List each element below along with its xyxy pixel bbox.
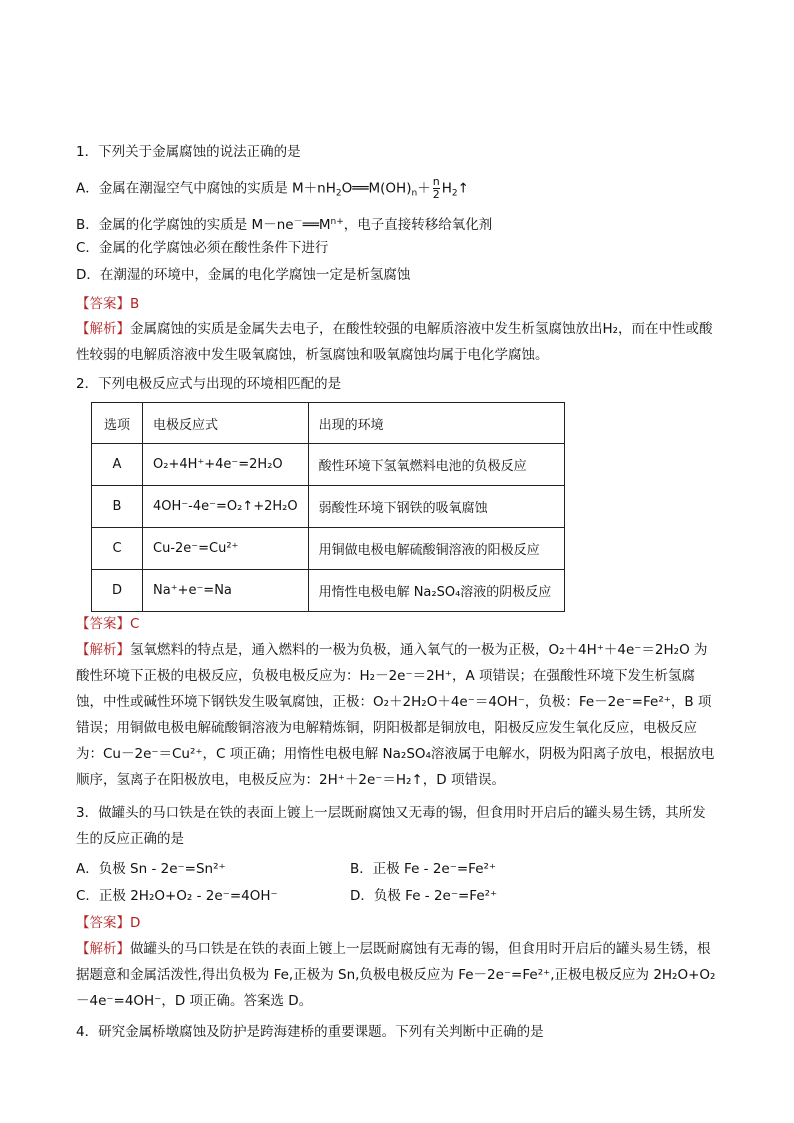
q1-option-b: B．金属的化学腐蚀的实质是 $M-ne^-══M^{n+}$，电子直接转移给氧化剂 — [76, 217, 493, 233]
q3-option-d: D．负极 Fe - 2e⁻=Fe²⁺ — [350, 888, 498, 904]
q3-option-a: A．负极 Sn - 2e⁻=Sn²⁺ — [76, 861, 226, 877]
row-option: B — [92, 486, 143, 528]
fraction-n-over-2: $\frac{n}{2}$ — [432, 175, 440, 201]
table-header-row — [92, 403, 565, 444]
row-option: D — [92, 570, 143, 612]
q3-stem: 3．做罐头的马口铁是在铁的表面上镀上一层既耐腐蚀又无毒的锡，但食用时开启后的罐头易生锈，其所发生的反应正确的是 — [76, 805, 706, 847]
row-option: A — [92, 444, 143, 486]
row-environment: 弱酸性环境下钢铁的吸氧腐蚀 — [308, 486, 564, 528]
row-environment: 用铜做电极电解硫酸铜溶液的阳极反应 — [308, 528, 564, 570]
q1-option-a: A．金属在潮湿空气中腐蚀的实质是 $M+nH_2O══M(OH)_n+$ $\frac{n}{2}$ $H_2↑$ — [76, 175, 469, 201]
q3-analysis: 【解析】做罐头的马口铁是在铁的表面上镀上一层既耐腐蚀有无毒的锡，但食用时开启后的罐头易生锈，根据题意和金属活泼性,得出负极为 Fe,正极为 Sn,负极电极反应为 Fe－2e⁻=Fe²⁺,正极电极反应为 2H₂O+O₂－4e⁻=4OH⁻，D 项正确。答案选 D。 — [76, 941, 716, 1009]
header-environment: 出现的环境 — [308, 403, 564, 444]
q1-analysis: 【解析】金属腐蚀的实质是金属失去电子，在酸性较强的电解质溶液中发生析氢腐蚀放出H₂，而在中性或酸性较弱的电解质溶液中发生吸氧腐蚀，析氢腐蚀和吸氧腐蚀均属于电化学腐蚀。 — [76, 321, 713, 363]
row-equation: Cu-2e⁻=Cu²⁺ — [143, 528, 309, 570]
row-equation: 4OH⁻-4e⁻=O₂↑+2H₂O — [143, 486, 309, 528]
q2-answer: 【答案】C — [76, 616, 140, 632]
row-option: C — [92, 528, 143, 570]
q4-stem: 4．研究金属桥墩腐蚀及防护是跨海建桥的重要课题。下列有关判断中正确的是 — [76, 1024, 544, 1040]
q3-option-b: B．正极 Fe - 2e⁻=Fe²⁺ — [350, 861, 497, 877]
row-environment: 用惰性电极电解 Na₂SO₄溶液的阴极反应 — [308, 570, 564, 612]
q3-answer: 【答案】D — [76, 915, 141, 931]
row-equation: O₂+4H⁺+4e⁻=2H₂O — [143, 444, 309, 486]
q2-stem: 2．下列电极反应式与出现的环境相匹配的是 — [76, 376, 342, 392]
header-equation: 电极反应式 — [143, 403, 309, 444]
q1-option-c: C．金属的化学腐蚀必须在酸性条件下进行 — [76, 240, 329, 256]
row-equation: Na⁺+e⁻=Na — [143, 570, 309, 612]
q2-analysis: 【解析】氢氧燃料的特点是，通入燃料的一极为负极，通入氧气的一极为正极，O₂＋4H⁺＋4e⁻＝2H₂O 为酸性环境下正极的电极反应，负极电极反应为：H₂－2e⁻＝2H⁺，A 项错误；在强酸性环境下发生析氢腐蚀，中性或碱性环境下钢铁发生吸氧腐蚀，正极：O₂＋2H₂O＋4e⁻＝4OH⁻，负极：Fe－2e⁻=Fe²⁺，B 项错误；用铜做电极电解硫酸铜溶液为电解精炼铜，阴阳极都是铜放电，阳极反应发生氧化反应，电极反应为：Cu－2e⁻＝Cu²⁺，C 项正确；用惰性电极电解 Na₂SO₄溶液属于电解水，阴极为阳离子放电，根据放电顺序，氢离子在阳极放电，电极反应为：2H⁺＋2e⁻＝H₂↑，D 项错误。 — [76, 642, 715, 788]
table-row — [92, 444, 565, 486]
table-row — [92, 486, 565, 528]
table-row — [92, 528, 565, 570]
row-environment: 酸性环境下氢氧燃料电池的负极反应 — [308, 444, 564, 486]
q1-answer: 【答案】B — [76, 296, 140, 312]
q1-stem: 1．下列关于金属腐蚀的说法正确的是 — [76, 144, 301, 160]
header-option: 选项 — [92, 403, 143, 444]
q3-option-c: C．正极 2H₂O+O₂ - 2e⁻=4OH⁻ — [76, 888, 278, 904]
q1-option-d: D．在潮湿的环境中，金属的电化学腐蚀一定是析氢腐蚀 — [76, 267, 411, 283]
q2-table — [91, 402, 565, 612]
table-row — [92, 570, 565, 612]
